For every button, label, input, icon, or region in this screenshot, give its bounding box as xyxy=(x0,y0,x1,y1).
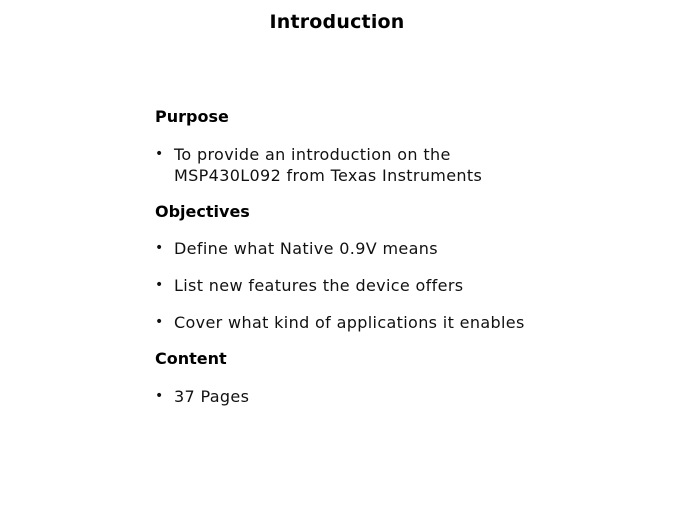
bullet-icon: • xyxy=(155,277,164,293)
section-heading-objectives: Objectives xyxy=(155,202,250,221)
bullet-icon: • xyxy=(155,240,164,256)
section-heading-purpose: Purpose xyxy=(155,107,229,126)
bullet-text: Cover what kind of applications it enables xyxy=(174,313,525,332)
bullet-text: Define what Native 0.9V means xyxy=(174,239,438,258)
bullet-icon: • xyxy=(155,314,164,330)
bullet-text: List new features the device offers xyxy=(174,276,464,295)
bullet-text: To provide an introduction on the xyxy=(174,145,451,164)
bullet-icon: • xyxy=(155,388,164,404)
slide-title: Introduction xyxy=(269,11,405,33)
bullet-text: 37 Pages xyxy=(174,387,250,406)
bullet-text-continuation: MSP430L092 from Texas Instruments xyxy=(174,166,483,185)
bullet-icon: • xyxy=(155,146,164,162)
section-heading-content: Content xyxy=(155,349,227,368)
